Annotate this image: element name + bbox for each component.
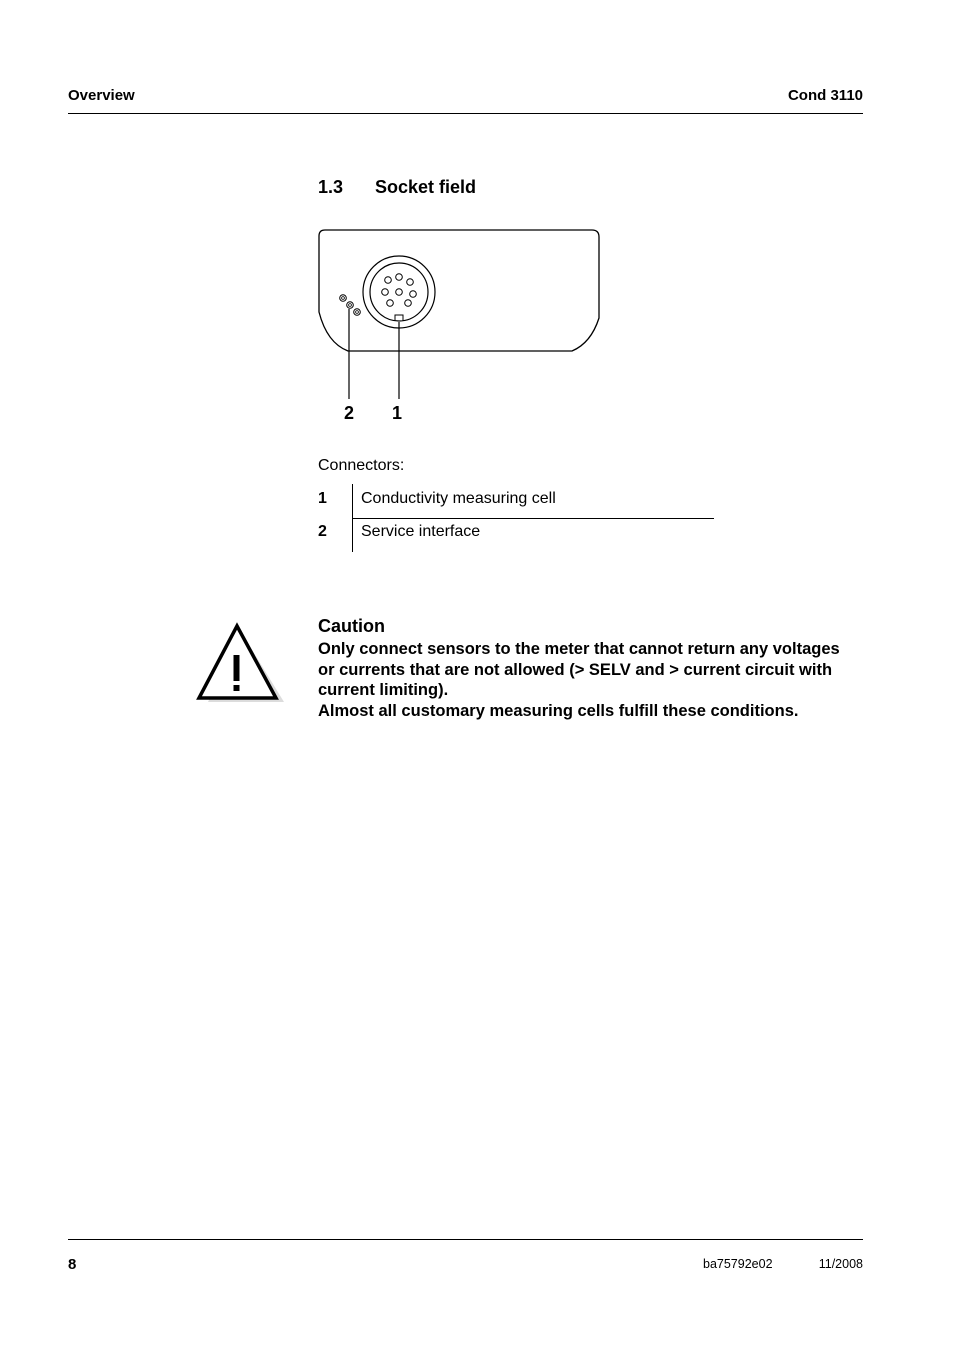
document-id: ba75792e02 — [703, 1257, 773, 1271]
caution-body — [318, 639, 878, 722]
service-interface-icon — [340, 295, 361, 316]
caution-line: or currents that are not allowed (> SELV and > current circuit with — [318, 660, 833, 679]
caution-line: current limiting). — [318, 681, 449, 700]
socket-field-diagram — [310, 222, 610, 402]
document-date: 11/2008 — [818, 1257, 863, 1271]
connector-row-2-number: 2 — [318, 523, 327, 540]
header-section-name: Overview — [68, 87, 135, 104]
header-product-name: Cond 3110 — [787, 87, 863, 104]
conductivity-socket-icon — [363, 256, 435, 328]
connector-row-1-text: Conductivity measuring cell — [361, 490, 556, 507]
device-housing-outline — [319, 230, 599, 351]
connectors-label: Connectors: — [318, 457, 405, 474]
callout-label-1: 1 — [392, 403, 403, 423]
header-rule — [68, 113, 863, 114]
warning-triangle-icon — [196, 622, 288, 704]
connector-row-1-number: 1 — [318, 490, 327, 507]
connector-row-2-text: Service interface — [361, 523, 481, 540]
caution-line: Only connect sensors to the meter that cannot return any voltages — [318, 640, 840, 658]
footer-rule — [68, 1239, 863, 1240]
page-number: 8 — [68, 1256, 77, 1273]
caution-title: Caution — [318, 616, 385, 636]
caution-line: Almost all customary measuring cells fulfill these conditions. — [318, 702, 799, 721]
table-row-divider — [352, 518, 714, 519]
section-number: 1.3 — [318, 177, 344, 197]
section-title: Socket field — [375, 177, 477, 197]
callout-label-2: 2 — [344, 403, 355, 423]
